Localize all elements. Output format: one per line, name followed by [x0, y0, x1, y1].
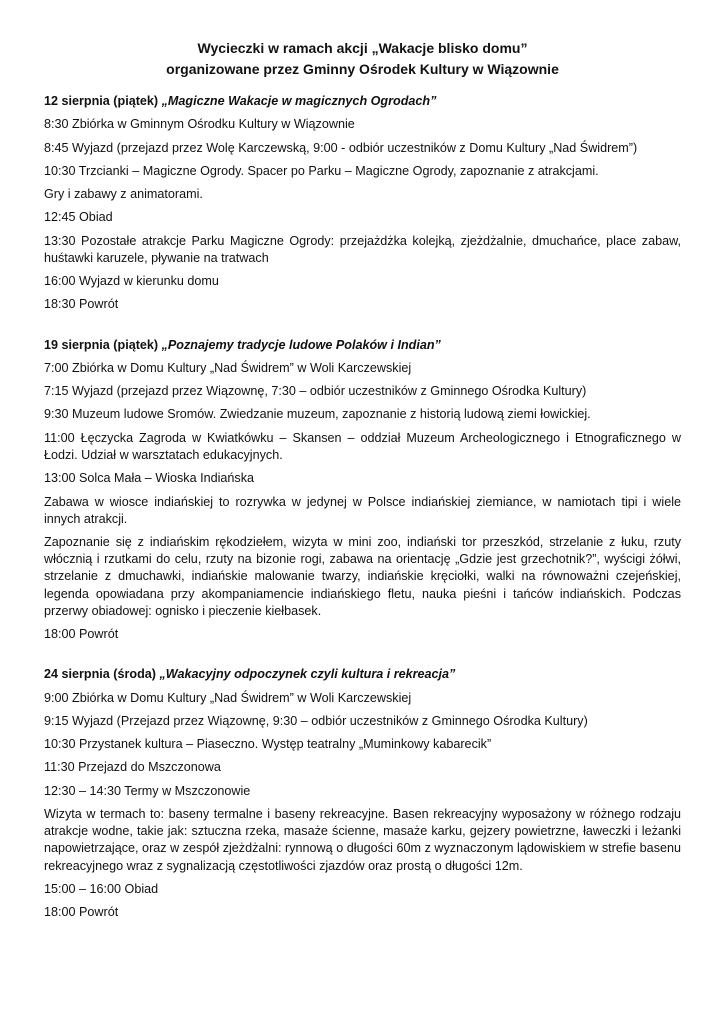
section-heading — [44, 666, 681, 683]
trip-section-12-august — [44, 93, 681, 314]
schedule-item: 9:00 Zbiórka w Domu Kultury „Nad Świdrem” w Woli Karczewskiej — [44, 690, 412, 705]
section-topic: „Magiczne Wakacje w magicznych Ogrodach” — [161, 94, 437, 108]
schedule-item: 13:30 Pozostałe atrakcje Parku Magiczne Ogrody: przejażdżka kolejką, zjeżdżalnie, dmuchańce, place zabaw, huśtawki karuzele, pływanie na tratwach — [44, 233, 681, 265]
schedule-item: 7:00 Zbiórka w Domu Kultury „Nad Świdrem” w Woli Karczewskiej — [44, 360, 412, 375]
section-date: 12 sierpnia (piątek) — [44, 94, 159, 108]
schedule-item: 9:30 Muzeum ludowe Sromów. Zwiedzanie muzeum, zapoznanie z historią ludową ziemi łowickiej. — [44, 407, 591, 422]
schedule-item: 18:00 Powrót — [44, 905, 119, 920]
schedule-item: 12:45 Obiad — [44, 210, 113, 225]
schedule-item: 15:00 – 16:00 Obiad — [44, 881, 159, 896]
section-heading — [44, 337, 681, 354]
document-title — [44, 38, 681, 80]
schedule-item: 18:00 Powrót — [44, 627, 119, 642]
schedule-item: 8:30 Zbiórka w Gminnym Ośrodku Kultury w Wiązownie — [44, 117, 355, 132]
schedule-item: 10:30 Przystanek kultura – Piaseczno. Występ teatralny „Muminkowy kabarecik” — [44, 737, 492, 752]
schedule-item: 7:15 Wyjazd (przejazd przez Wiązownę, 7:30 – odbiór uczestników z Gminnego Ośrodka Kultury) — [44, 384, 587, 399]
section-date: 24 sierpnia (środa) — [44, 667, 156, 682]
schedule-item: 12:30 – 14:30 Termy w Mszczonowie — [44, 783, 251, 798]
section-topic: „Wakacyjny odpoczynek czyli kultura i rekreacja” — [159, 667, 456, 682]
schedule-item: Wizyta w termach to: baseny termalne i baseny rekreacyjne. Basen rekreacyjny wyposażony w różnego rodzaju atrakcje wodne, takie jak: sztuczna rzeka, masaże ścienne, masaże karku, gejzery powietrzne, ławeczki i leżanki napowietrzające, oraz w zespół zjeżdżalni: rynnową o długości 60m z wyznaczonym lądowiskiem w strefie basenu rekreacyjnego wraz z sygnalizacją częstotliwości zjazdów oraz prostą o długości 12m. — [44, 807, 681, 873]
schedule-item: 11:00 Łęczycka Zagroda w Kwiatkówku – Skansen – oddział Muzeum Archeologicznego i Etnograficznego w Łodzi. Udział w warsztatach edukacyjnych. — [44, 430, 681, 462]
trip-section-24-august — [44, 666, 681, 921]
schedule-item: 13:00 Solca Mała – Wioska Indiańska — [44, 471, 255, 486]
schedule-item: Zapoznanie się z indiańskim rękodziełem, wizyta w mini zoo, indiański tor przeszkód, strzelanie z łuku, rzuty włócznią i rzutkami do celu, rzuty na bizonie rogi, zabawa na orientację „Gdzie jest grzechotnik?”, wyścigi żółwi, strzelanie z dmuchawki, indiańskie malowanie twarzy, indiańskie kręciołki, walki na równoważni czejeńskiej, legenda opowiadana przy akompaniamencie indiańskiego fletu, nauka pieśni i tańców indiańskich. Podczas przerwy obiadowej: ognisko i pieczenie kiełbasek. — [44, 535, 681, 618]
schedule-item: 18:30 Powrót — [44, 297, 119, 312]
title-line-2: organizowane przez Gminny Ośrodek Kultury w Wiązownie — [166, 61, 559, 77]
schedule-item: 9:15 Wyjazd (Przejazd przez Wiązownę, 9:30 – odbiór uczestników z Gminnego Ośrodka Kultury) — [44, 713, 588, 728]
schedule-item: 16:00 Wyjazd w kierunku domu — [44, 274, 219, 289]
section-date: 19 sierpnia (piątek) — [44, 337, 159, 352]
section-heading — [44, 93, 681, 110]
schedule-item: Zabawa w wiosce indiańskiej to rozrywka w jedynej w Polsce indiańskiej ziemiance, w namiotach tipi i wiele innych atrakcji. — [44, 494, 681, 526]
schedule-item: 11:30 Przejazd do Mszczonowa — [44, 760, 221, 775]
title-line-1: Wycieczki w ramach akcji „Wakacje blisko domu” — [197, 40, 528, 56]
section-topic: „Poznajemy tradycje ludowe Polaków i Indian” — [161, 337, 441, 352]
schedule-item: 10:30 Trzcianki – Magiczne Ogrody. Spacer po Parku – Magiczne Ogrody, zapoznanie z atrakcjami. — [44, 163, 599, 178]
trip-section-19-august — [44, 337, 681, 644]
schedule-item: Gry i zabawy z animatorami. — [44, 187, 203, 202]
schedule-item: 8:45 Wyjazd (przejazd przez Wolę Karczewską, 9:00 - odbiór uczestników z Domu Kultury „Nad Świdrem”) — [44, 140, 638, 155]
